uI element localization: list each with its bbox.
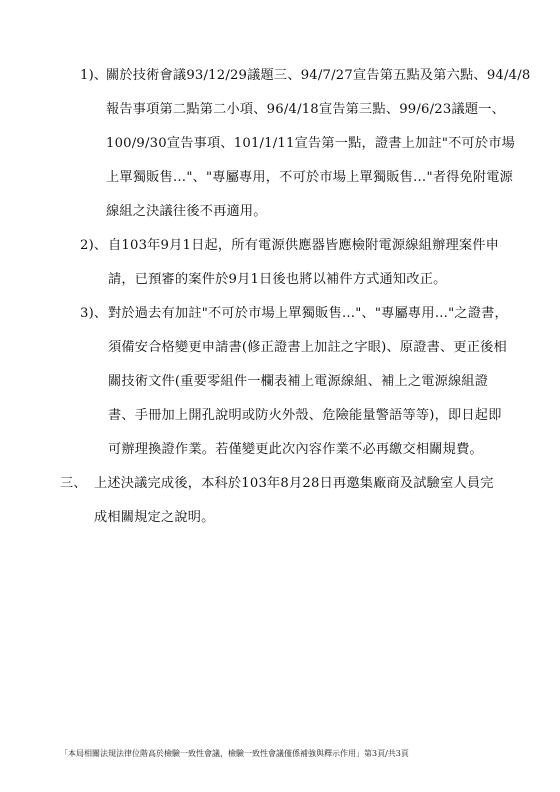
item-3-marker: 3)、 [80,306,108,321]
section-3-marker: 三、 [60,476,87,491]
item-3-line-5: 可辦理換證作業。若僅變更此次內容作業不必再繳交相關規費。 [108,442,483,457]
item-2-line-2: 請，已預審的案件於9月1日後也將以補件方式通知改正。 [108,272,447,287]
item-1-line-2: 報告事項第二點第二小項、96/4/18宣告第三點、99/6/23議題一、 [106,102,505,117]
item-3-line-1: 對於過去有加註"不可於市場上單獨販售…"、"專屬專用…"之證書， [108,306,508,321]
item-2-marker: 2)、 [80,238,108,253]
page-footer: 「本局相關法規法律位階高於檢驗一致性會議，檢驗一致性會議僅係補強與釋示作用」第3頁/共3頁 [60,749,409,758]
item-1-line-3: 100/9/30宣告事項、101/1/11宣告第一點，證書上加註"不可於市場 [106,136,516,151]
item-1-line-5: 線組之決議往後不再適用。 [106,204,267,219]
section-3-line-1: 上述決議完成後，本科於103年8月28日再邀集廠商及試驗室人員完 [94,476,494,491]
item-1-line-4: 上單獨販售…"、"專屬專用，不可於市場上單獨販售…"者得免附電源 [106,170,514,185]
item-3-line-4: 書、手冊加上開孔說明或防火外殼、危險能量警語等等)，即日起即 [108,408,502,423]
item-2-line-1: 自103年9月1日起，所有電源供應器皆應檢附電源線組辦理案件申 [108,238,500,253]
section-3-line-2: 成相關規定之說明。 [94,510,215,525]
item-3-line-3: 關技術文件(重要零組件一欄表補上電源線組、補上之電源線組證 [108,374,489,389]
item-1-marker: 1)、 [80,68,108,83]
item-3-line-2: 須備安合格變更申請書(修正證書上加註之字眼)、原證書、更正後相 [108,340,507,355]
item-1-line-1: 關於技術會議93/12/29議題三、94/7/27宣告第五點及第六點、94/4/8 [106,68,531,83]
